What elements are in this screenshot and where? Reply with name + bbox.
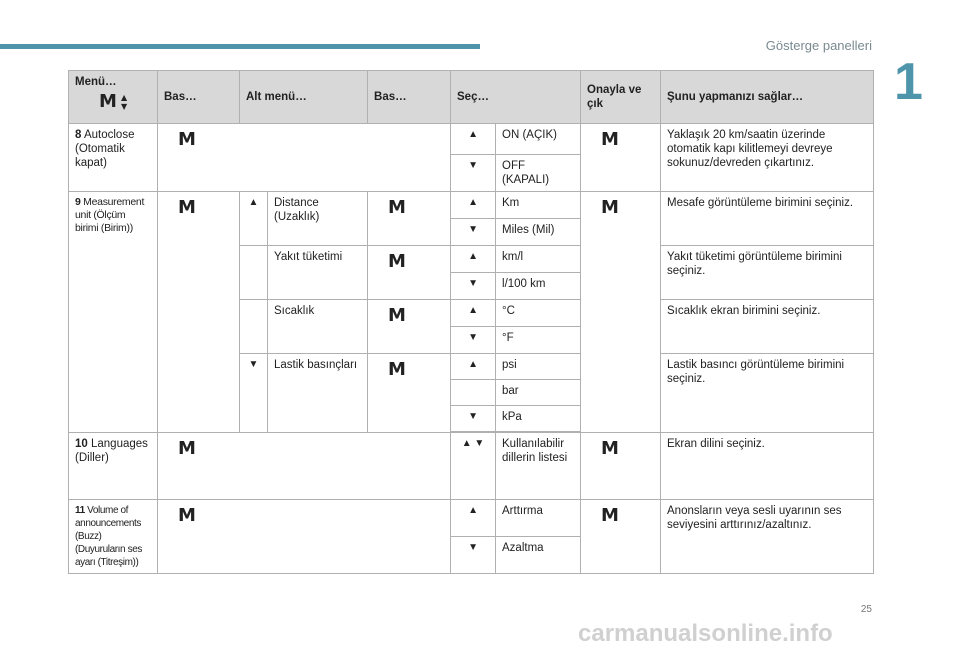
- temp-press-cell: [368, 300, 451, 354]
- row9-number: 9: [75, 196, 81, 208]
- option-celsius: °C: [496, 300, 581, 327]
- m-button-icon: M: [99, 91, 117, 112]
- m-button-icon: M: [178, 129, 196, 150]
- option-increase: Arttırma: [496, 500, 581, 537]
- settings-menu-table: [68, 70, 874, 574]
- up-arrow-icon: ▲: [451, 354, 496, 380]
- row8-label: Autoclose (Otomatik kapat): [75, 129, 135, 169]
- option-kml: km/l: [496, 246, 581, 273]
- row10-number: 10: [75, 438, 88, 450]
- m-button-icon: M: [601, 197, 619, 218]
- fuel-description: Yakıt tüketimi görüntüleme birimini seçiniz.: [661, 246, 874, 300]
- row8-confirm-cell: [581, 124, 661, 192]
- distance-description: Mesafe görüntüleme birimini seçiniz.: [661, 192, 874, 246]
- fuel-arrow-cell: [240, 246, 268, 300]
- down-arrow-icon: ▼: [120, 102, 128, 111]
- header-select: Seç…: [451, 71, 581, 124]
- watermark: carmanualsonline.info: [578, 620, 833, 647]
- option-bar: bar: [496, 380, 581, 406]
- submenu-distance: Distance (Uzaklık): [268, 192, 368, 246]
- m-button-icon: M: [388, 305, 406, 326]
- header-allows: Şunu yapmanızı sağlar…: [661, 71, 874, 124]
- m-button-icon: M: [178, 197, 196, 218]
- up-arrow-icon: ▲: [120, 93, 128, 102]
- section-title: Gösterge panelleri: [765, 38, 872, 53]
- row8-number: 8: [75, 129, 82, 141]
- option-km: Km: [496, 192, 581, 219]
- row10-description: Ekran dilini seçiniz.: [661, 433, 874, 500]
- table-row: [69, 500, 874, 537]
- row9-label: Measurement unit (Ölçüm birimi (Birim)): [75, 196, 145, 234]
- header-submenu: Alt menü…: [240, 71, 368, 124]
- temperature-description: Sıcaklık ekran birimini seçiniz.: [661, 300, 874, 354]
- m-button-icon: M: [388, 197, 406, 218]
- row11-label: Volume of announcements (Buzz) (Duyuruların ses ayarı (Titreşim)): [75, 505, 142, 568]
- chapter-number: 1: [894, 53, 923, 111]
- tyre-press-cell: [368, 354, 451, 433]
- row11-description: Anonsların veya sesli uyarının ses seviyesini arttırınız/azaltınız.: [661, 500, 874, 574]
- up-arrow-icon: ▲: [451, 300, 496, 327]
- m-button-icon: M: [601, 129, 619, 150]
- table-row: [69, 192, 874, 219]
- option-miles: Miles (Mil): [496, 219, 581, 246]
- row9-press-cell: [158, 192, 240, 433]
- m-button-icon: M: [388, 251, 406, 272]
- row11-confirm-cell: [581, 500, 661, 574]
- option-l100km: l/100 km: [496, 273, 581, 300]
- row10-label-cell: [69, 433, 158, 500]
- option-off: OFF (KAPALI): [496, 155, 581, 192]
- row8-label-cell: [69, 124, 158, 192]
- up-arrow-icon: ▲: [240, 192, 268, 246]
- m-button-icon: M: [601, 438, 619, 459]
- submenu-tyre-pressure: Lastik basınçları: [268, 354, 368, 433]
- table-row: [69, 124, 874, 155]
- m-button-icon: M: [178, 505, 196, 526]
- empty-arrow-cell: [451, 380, 496, 406]
- option-psi: psi: [496, 354, 581, 380]
- option-fahrenheit: °F: [496, 327, 581, 354]
- up-down-arrows-icon: ▲ ▼: [451, 433, 496, 500]
- row9-confirm-cell: [581, 192, 661, 433]
- down-arrow-icon: ▼: [451, 406, 496, 432]
- row11-press-cell: [158, 500, 451, 574]
- row11-number: 11: [75, 505, 85, 516]
- option-kpa: kPa: [496, 406, 581, 432]
- row10-label: Languages (Diller): [75, 438, 148, 464]
- header-menu-label: Menü…: [75, 76, 117, 88]
- up-arrow-icon: ▲: [451, 500, 496, 537]
- temp-arrow-cell: [240, 300, 268, 354]
- option-decrease: Azaltma: [496, 537, 581, 574]
- table-row: [69, 433, 874, 500]
- up-arrow-icon: ▲: [451, 192, 496, 219]
- down-arrow-icon: ▼: [240, 354, 268, 433]
- submenu-temperature: Sıcaklık: [268, 300, 368, 354]
- header-press-1: Bas…: [158, 71, 240, 124]
- submenu-fuel: Yakıt tüketimi: [268, 246, 368, 300]
- row10-press-cell: [158, 433, 451, 500]
- menu-arrows-icon: [99, 93, 127, 111]
- page-number: 25: [860, 604, 872, 615]
- header-accent-bar: [0, 44, 480, 49]
- down-arrow-icon: ▼: [451, 273, 496, 300]
- m-button-icon: M: [601, 505, 619, 526]
- m-button-icon: M: [178, 438, 196, 459]
- header-menu: [69, 71, 158, 124]
- row9-label-cell: [69, 192, 158, 433]
- row8-press-cell: [158, 124, 451, 192]
- option-language-list: Kullanılabilir dillerin listesi: [496, 433, 581, 500]
- down-arrow-icon: ▼: [451, 537, 496, 574]
- up-arrow-icon: ▲: [451, 246, 496, 273]
- tyre-description: Lastik basıncı görüntüleme birimini seçiniz.: [661, 354, 874, 433]
- down-arrow-icon: ▼: [451, 219, 496, 246]
- fuel-press-cell: [368, 246, 451, 300]
- header-confirm: Onayla ve çık: [581, 71, 661, 124]
- row10-confirm-cell: [581, 433, 661, 500]
- option-on: ON (AÇIK): [496, 124, 581, 155]
- row11-label-cell: [69, 500, 158, 574]
- table-header-row: [69, 71, 874, 124]
- down-arrow-icon: ▼: [451, 155, 496, 192]
- m-button-icon: M: [388, 359, 406, 380]
- up-arrow-icon: ▲: [451, 124, 496, 155]
- down-arrow-icon: ▼: [451, 327, 496, 354]
- header-press-2: Bas…: [368, 71, 451, 124]
- row8-description: Yaklaşık 20 km/saatin üzerinde otomatik kapı kilitlemeyi devreye sokunuz/devreden çıkartınız.: [661, 124, 874, 192]
- distance-press-cell: [368, 192, 451, 246]
